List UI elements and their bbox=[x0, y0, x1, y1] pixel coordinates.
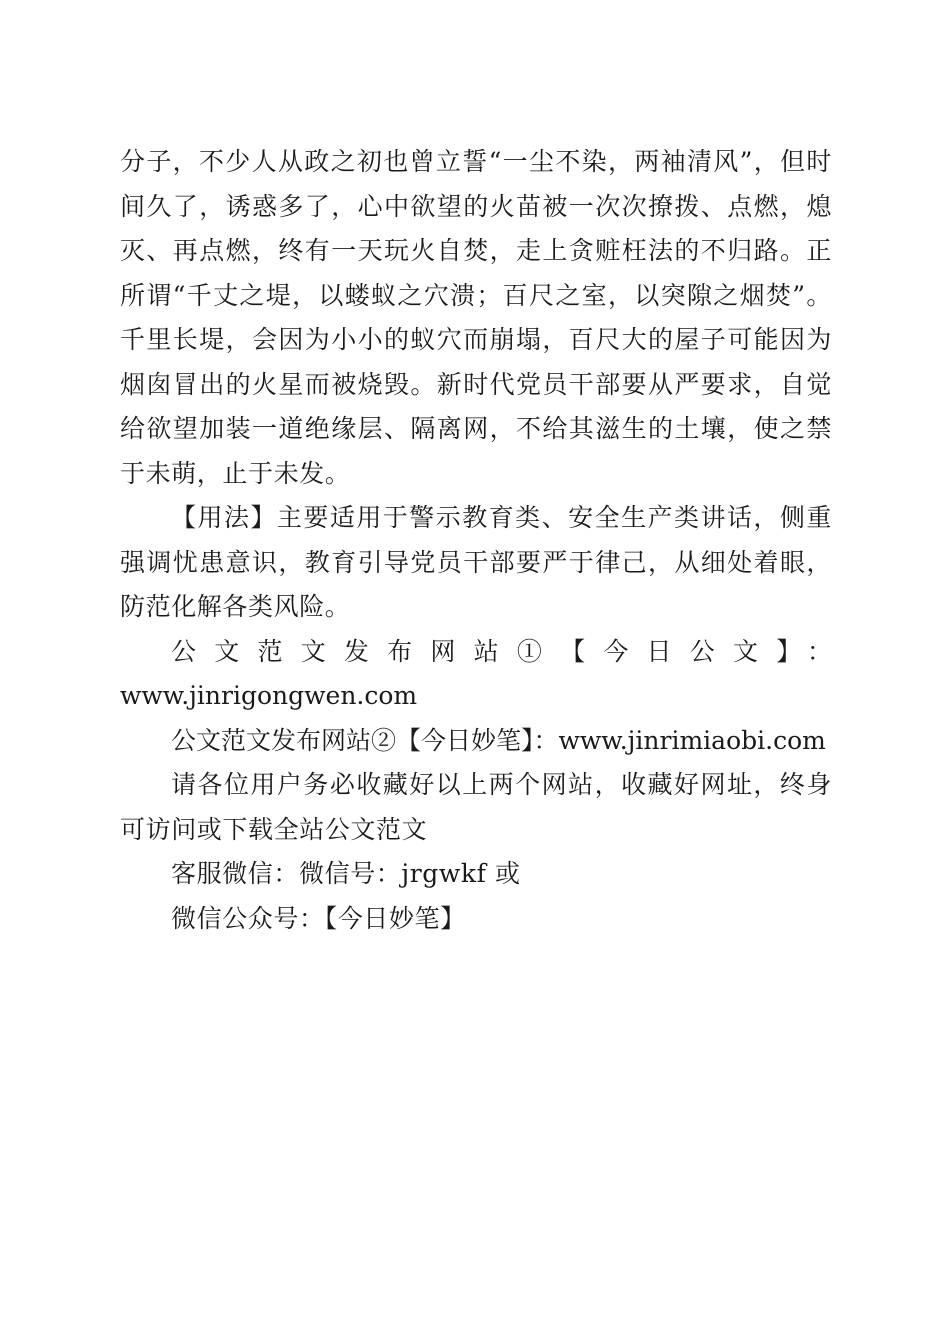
usage-paragraph: 【用法】主要适用于警示教育类、安全生产类讲话，侧重强调忧患意识，教育引导党员干部要严于律己，从细处着眼，防范化解各类风险。 bbox=[120, 503, 832, 621]
site1-paragraph bbox=[120, 630, 832, 719]
site1-label: 公文范文发布网站①【今日公文】： bbox=[171, 636, 832, 666]
document-body bbox=[120, 140, 832, 941]
wechat-paragraph: 客服微信：微信号：jrgwkf 或 bbox=[171, 859, 521, 888]
body-paragraph: 分子，不少人从政之初也曾立誓“一尘不染，两袖清风”，但时间久了，诱惑多了，心中欲望的火苗被一次次撩拨、点燃，熄灭、再点燃，终有一天玩火自焚，走上贪赃枉法的不归路。正所谓“千丈之堤，以蝼蚁之穴溃；百尺之室，以突隙之烟焚”。千里长堤，会因为小小的蚁穴而崩塌，百尺大的屋子可能因为烟囱冒出的火星而被烧毁。新时代党员干部要从严要求，自觉给欲望加装一道绝缘层、隔离网，不给其滋生的土壤，使之禁于未萌，止于未发。 bbox=[120, 147, 832, 488]
site2-paragraph: 公文范文发布网站②【今日妙笔】：www.jinrimiaobi.com bbox=[171, 725, 826, 755]
site1-url: www.jinrigongwen.com bbox=[120, 681, 418, 710]
notice-paragraph: 请各位用户务必收藏好以上两个网站，收藏好网址，终身可访问或下载全站公文范文 bbox=[120, 770, 832, 844]
official-account-paragraph: 微信公众号：【今日妙笔】 bbox=[171, 903, 466, 933]
